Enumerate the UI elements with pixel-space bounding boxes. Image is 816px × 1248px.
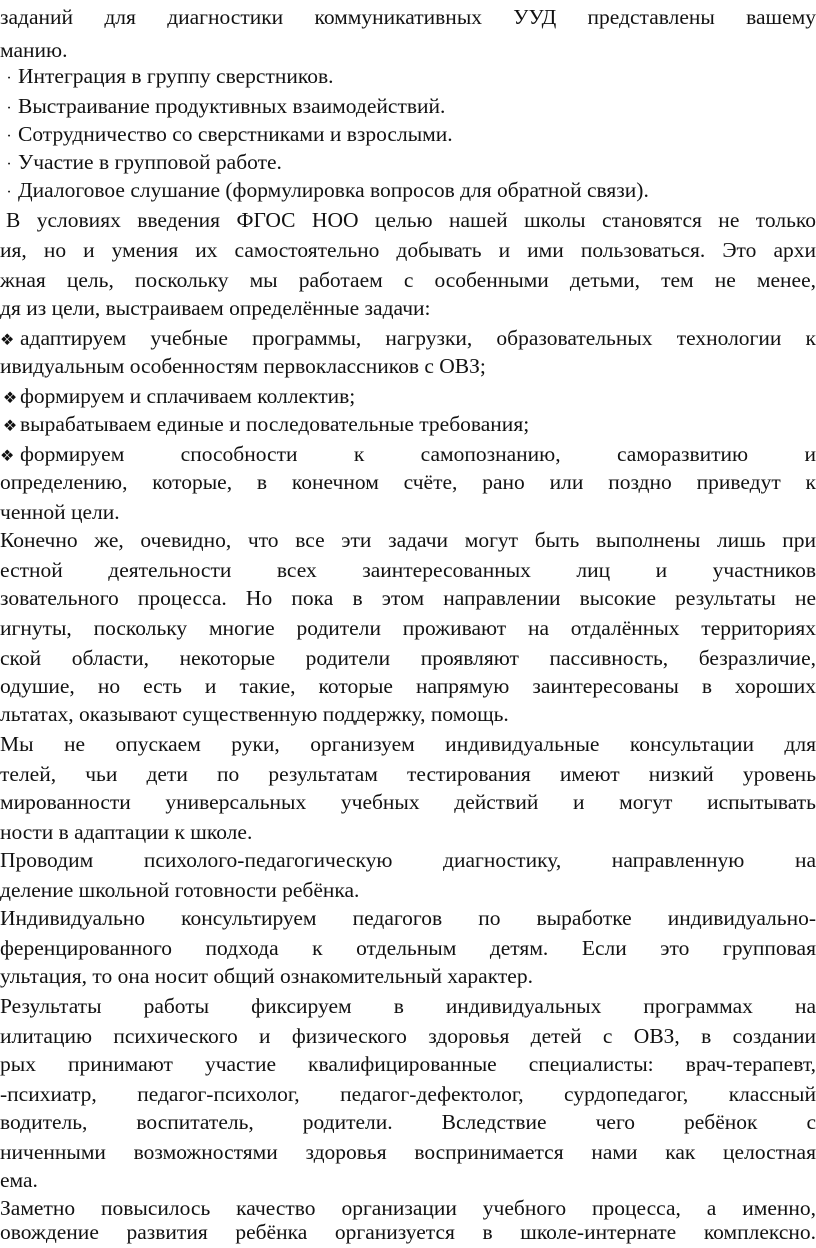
text-line: ниченными возможностями здоровья воспринимается нами как целостная [0, 1140, 816, 1164]
text-line: одушие, но есть и такие, которые напрямую заинтересованы в хороших [0, 674, 816, 698]
bullet-diamond-icon: ❖ [2, 390, 18, 407]
text-line: ема. [0, 1168, 38, 1192]
bullet-diamond-icon: ❖ [2, 418, 18, 435]
text-line: ференцированного подхода к отдельным детям. Если это групповая [0, 936, 816, 960]
text-line: Результаты работы фиксируем в индивидуальных программах на [0, 994, 816, 1018]
text-line: ности в адаптации к школе. [0, 820, 253, 844]
bullet-dot-icon: · [6, 100, 12, 117]
list-item: · Сотрудничество со сверстниками и взрослыми. [0, 117, 816, 151]
bullet-dot-icon: · [6, 70, 12, 87]
list-item: ❖ формируем способности к самопознанию, саморазвитию и [0, 437, 816, 471]
bullet-dot-icon: · [6, 184, 12, 201]
text-line: ивидуальным особенностям первоклассников с ОВЗ; [0, 354, 486, 378]
text-line: льтатах, оказывают существенную поддержку, помощь. [0, 702, 509, 726]
text-line: водитель, воспитатель, родители. Вследствие чего ребёнок с [0, 1110, 816, 1134]
bullet-dot-icon: · [6, 156, 12, 173]
text-line: Проводим психолого-педагогическую диагностику, направленную на [0, 848, 816, 872]
list-item: ❖ вырабатываем единые и последовательные требования; [0, 407, 816, 441]
text-line: ской области, некоторые родители проявляют пассивность, безразличие, [0, 646, 816, 670]
text-line: -психиатр, педагог-психолог, педагог-дефектолог, сурдопедагог, классный [0, 1082, 816, 1106]
list-item: ❖ адаптируем учебные программы, нагрузки, образовательных технологии к [0, 321, 816, 355]
text-line: овождение развития ребёнка организуется в школе-интернате комплексно. [0, 1220, 816, 1244]
text-line: Индивидуально консультируем педагогов по выработке индивидуально- [0, 906, 816, 930]
list-item: · Интеграция в группу сверстников. [0, 59, 816, 93]
text-line: Конечно же, очевидно, что все эти задачи могут быть выполнены лишь при [0, 528, 816, 552]
list-item: · Участие в групповой работе. [0, 145, 816, 179]
text-line: заданий для диагностики коммуникативных УУД представлены вашему [0, 5, 816, 29]
list-item: · Диалоговое слушание (формулировка вопросов для обратной связи). [0, 173, 816, 207]
bullet-diamond-icon: ❖ [0, 332, 15, 349]
text-line: илитацию психического и физического здоровья детей с ОВЗ, в создании [0, 1024, 816, 1048]
text-line: игнуты, поскольку многие родители проживают на отдалённых территориях [0, 616, 816, 640]
text-line: Заметно повысилось качество организации учебного процесса, а именно, [0, 1196, 816, 1220]
text-line: мированности универсальных учебных действий и могут испытывать [0, 790, 816, 814]
bullet-diamond-icon: ❖ [0, 448, 15, 465]
text-line: Мы не опускаем руки, организуем индивидуальные консультации для [0, 732, 816, 756]
list-item: · Выстраивание продуктивных взаимодействий. [0, 89, 816, 123]
text-line: деление школьной готовности ребёнка. [0, 878, 360, 902]
text-line: ия, но и умения их самостоятельно добывать и ими пользоваться. Это архи [0, 238, 816, 262]
text-line: ченной цели. [0, 500, 120, 524]
bullet-dot-icon: · [6, 128, 12, 145]
text-line: манию. [0, 38, 68, 62]
text-line: жная цель, поскольку мы работаем с особенными детьми, тем не менее, [0, 268, 816, 292]
text-line: рых принимают участие квалифицированные специалисты: врач-терапевт, [0, 1052, 816, 1076]
list-item: ❖ формируем и сплачиваем коллектив; [0, 379, 816, 413]
text-line: определению, которые, в конечном счёте, рано или поздно приведут к [0, 470, 816, 494]
text-line: телей, чьи дети по результатам тестирования имеют низкий уровень [0, 762, 816, 786]
text-line: В условиях введения ФГОС НОО целью нашей школы становятся не только [6, 208, 816, 232]
text-line: дя из цели, выстраиваем определённые задачи: [0, 296, 431, 320]
text-line: ультация, то она носит общий ознакомительный характер. [0, 964, 533, 988]
text-line: зовательного процесса. Но пока в этом направлении высокие результаты не [0, 586, 816, 610]
text-line: естной деятельности всех заинтересованных лиц и участников [0, 558, 816, 582]
